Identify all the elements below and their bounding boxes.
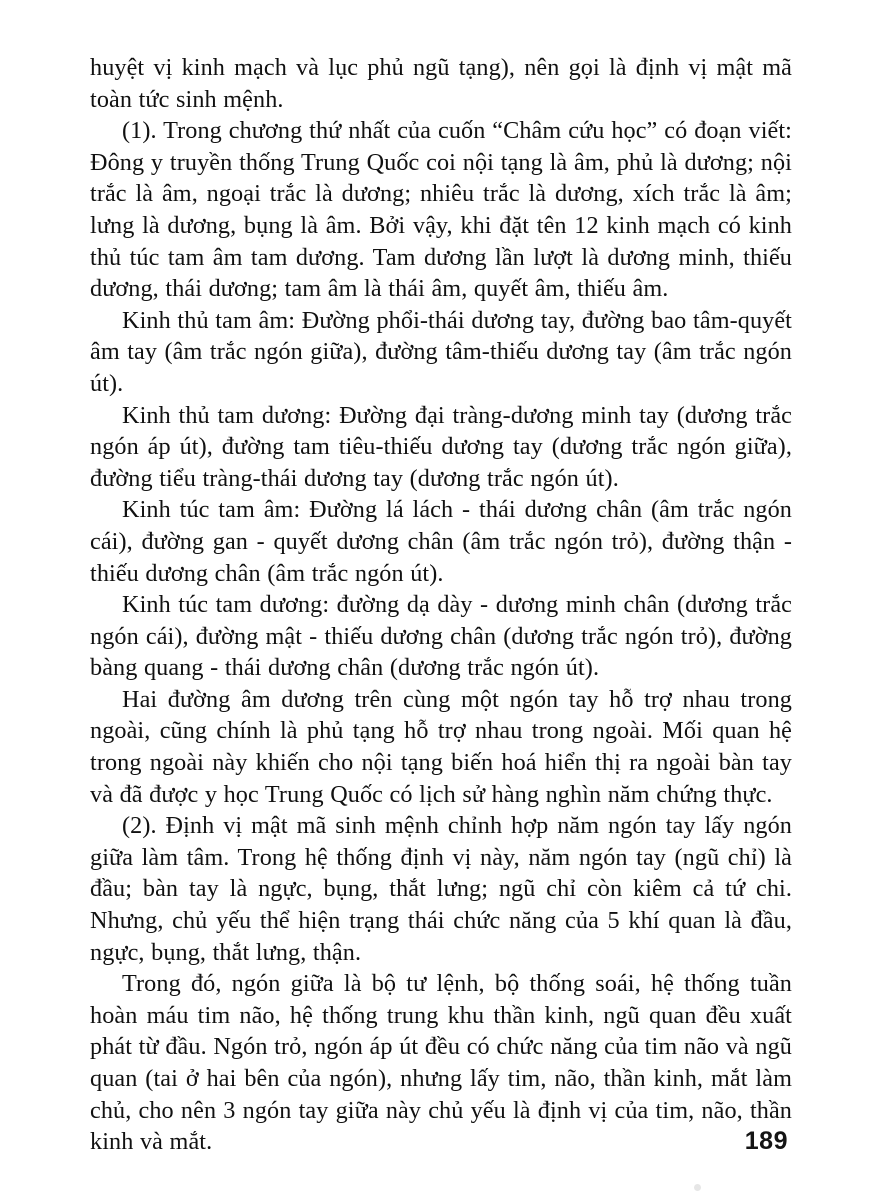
paragraph-kinh-tuc-tam-duong: Kinh túc tam dương: đường dạ dày - dương minh chân (dương trắc ngón cái), đường mật - thiếu dương chân (dương trắc ngón trỏ), đường bàng quang - thái dương chân (dương trắc ngón út). <box>90 591 792 682</box>
paragraph-trong-do: Trong đó, ngón giữa là bộ tư lệnh, bộ thống soái, hệ thống tuần hoàn máu tim não, hệ thống trung khu thần kinh, ngũ quan đều xuất phát từ đầu. Ngón trỏ, ngón áp út đều có chức năng của tim não và ngũ quan (tai ở hai bên của ngón), nhưng lấy tim, não, thần kinh, mắt làm chủ, cho nên 3 ngón tay giữa này chủ yếu là định vị của tim, não, thần kinh và mắt. <box>90 970 792 1156</box>
body-text-column <box>90 52 792 1158</box>
paragraph-item-1: (1). Trong chương thứ nhất của cuốn “Châm cứu học” có đoạn viết: Đông y truyền thống Trung Quốc coi nội tạng là âm, phủ là dương; nội trắc là âm, ngoại trắc là dương; nhiêu trắc là dương, xích trắc là âm; lưng là dương, bụng là âm. Bởi vậy, khi đặt tên 12 kinh mạch có kinh thủ túc tam âm tam dương. Tam dương lần lượt là dương minh, thiếu dương, thái dương; tam âm là thái âm, quyết âm, thiếu âm. <box>90 117 792 303</box>
paragraph-item-2: (2). Định vị mật mã sinh mệnh chỉnh hợp năm ngón tay lấy ngón giữa làm tâm. Trong hệ thống định vị này, năm ngón tay (ngũ chỉ) là đầu; bàn tay là ngực, bụng, thắt lưng; ngũ chỉ còn kiêm cả tứ chi. Nhưng, chủ yếu thể hiện trạng thái chức năng của 5 khí quan là đầu, ngực, bụng, thắt lưng, thận. <box>90 812 792 966</box>
paragraph-continued: huyệt vị kinh mạch và lục phủ ngũ tạng), nên gọi là định vị mật mã toàn tức sinh mệnh. <box>90 54 792 113</box>
page-number: 189 <box>744 1127 788 1155</box>
paragraph-hai-duong-am-duong: Hai đường âm dương trên cùng một ngón tay hỗ trợ nhau trong ngoài, cũng chính là phủ tạng hỗ trợ nhau trong ngoài. Mối quan hệ trong ngoài này khiến cho nội tạng biến hoá hiển thị ra ngoài bàn tay và đã được y học Trung Quốc có lịch sử hàng nghìn năm chứng thực. <box>90 685 792 808</box>
paragraph-kinh-tuc-tam-am: Kinh túc tam âm: Đường lá lách - thái dương chân (âm trắc ngón cái), đường gan - quyết dương chân (âm trắc ngón trỏ), đường thận - thiếu dương chân (âm trắc ngón út). <box>90 496 792 587</box>
paragraph-kinh-thu-tam-duong: Kinh thủ tam dương: Đường đại tràng-dương minh tay (dương trắc ngón áp út), đường tam tiêu-thiếu dương tay (dương trắc ngón giữa), đường tiểu tràng-thái dương tay (dương trắc ngón út). <box>90 401 792 492</box>
paragraph-kinh-thu-tam-am: Kinh thủ tam âm: Đường phổi-thái dương tay, đường bao tâm-quyết âm tay (âm trắc ngón giữa), đường tâm-thiếu dương tay (âm trắc ngón út). <box>90 306 792 397</box>
scan-artifact-speck <box>694 1184 701 1191</box>
